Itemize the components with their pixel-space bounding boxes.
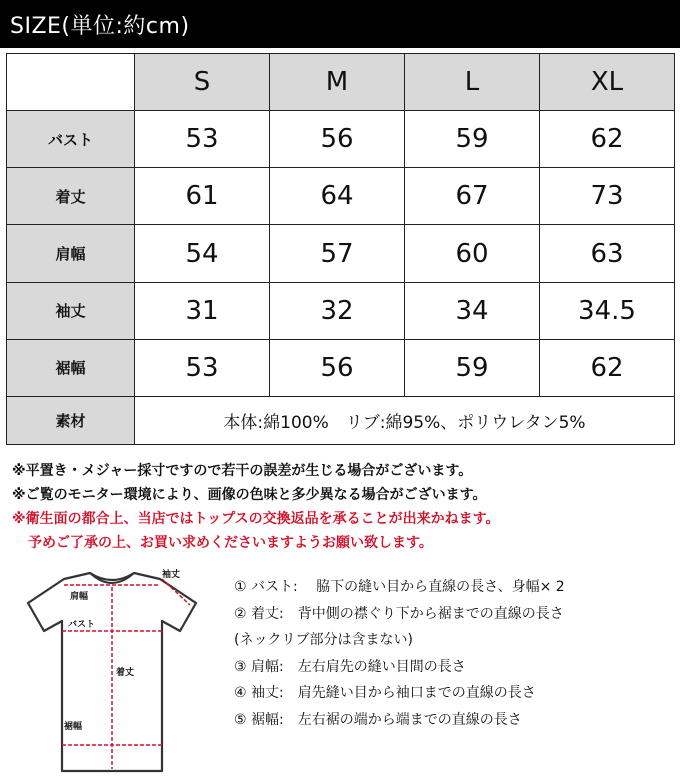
table-cell: 53 [135, 111, 270, 168]
table-row-bust [7, 111, 675, 168]
table-row-material [7, 397, 675, 445]
diagram-label-hem: 裾幅 [64, 722, 83, 732]
table-cell: 56 [270, 339, 405, 396]
page-title: SIZE(単位:約cm) [10, 14, 190, 39]
legend-shoulder: ③ 肩幅: 左右肩先の縫い目間の長さ [234, 658, 466, 675]
tshirt-diagram [12, 565, 212, 777]
table-cell: 64 [270, 168, 405, 225]
note-acknowledge: 予めご了承の上、お買い求めくださいますようお願い致します。 [28, 535, 433, 551]
size-table [6, 53, 675, 445]
table-cell: 59 [405, 111, 540, 168]
table-cell: 34.5 [540, 282, 675, 339]
table-cell: 60 [405, 225, 540, 282]
material-value: 本体:綿100% リブ:綿95%、ポリウレタン5% [135, 397, 675, 445]
size-header-row [7, 54, 675, 111]
diagram-label-bust: バスト [68, 620, 96, 630]
size-header-l: L [405, 54, 540, 111]
legend-hem: ⑤ 裾幅: 左右裾の端から端までの直線の長さ [234, 711, 522, 728]
size-header-xl: XL [540, 54, 675, 111]
table-cell: 62 [540, 111, 675, 168]
table-row-hem [7, 339, 675, 396]
table-cell: 73 [540, 168, 675, 225]
table-row-length [7, 168, 675, 225]
table-cell: 53 [135, 339, 270, 396]
table-row-shoulder [7, 225, 675, 282]
diagram-label-length: 着丈 [116, 668, 135, 678]
row-label-material: 素材 [7, 397, 135, 445]
table-cell: 31 [135, 282, 270, 339]
table-cell: 56 [270, 111, 405, 168]
diagram-label-sleeve: 袖丈 [162, 570, 181, 580]
legend-length-note: (ネックリブ部分は含まない) [234, 632, 413, 648]
table-cell: 62 [540, 339, 675, 396]
legend-bust: ① バスト: 脇下の縫い目から直線の長さ、身幅× 2 [234, 579, 565, 595]
row-label-shoulder: 肩幅 [7, 225, 135, 282]
table-cell: 61 [135, 168, 270, 225]
notes [12, 459, 672, 555]
diagram-label-shoulder: 肩幅 [70, 592, 89, 602]
table-cell: 34 [405, 282, 540, 339]
measurement-legend [234, 574, 565, 733]
row-label-length: 着丈 [7, 168, 135, 225]
note-monitor: ※ご覧のモニター環境により、画像の色味と多少異なる場合がございます。 [12, 487, 487, 503]
legend-sleeve: ④ 袖丈: 肩先縫い目から袖口までの直線の長さ [234, 685, 536, 701]
table-cell: 54 [135, 225, 270, 282]
size-header-s: S [135, 54, 270, 111]
title-bar [0, 0, 680, 48]
row-label-hem: 裾幅 [7, 339, 135, 396]
size-header-m: M [270, 54, 405, 111]
table-cell: 32 [270, 282, 405, 339]
table-cell: 59 [405, 339, 540, 396]
table-cell: 63 [540, 225, 675, 282]
table-corner-cell [7, 54, 135, 111]
row-label-bust: バスト [7, 111, 135, 168]
legend-length: ② 着丈: 背中側の襟ぐり下から裾までの直線の長さ [234, 605, 564, 622]
row-label-sleeve: 袖丈 [7, 282, 135, 339]
table-row-sleeve [7, 282, 675, 339]
note-return-policy: ※衛生面の都合上、当店ではトップスの交換返品を承ることが出来かねます。 [12, 511, 500, 527]
note-measurement: ※平置き・メジャー採寸ですので若干の誤差が生じる場合がございます。 [12, 463, 473, 479]
table-cell: 57 [270, 225, 405, 282]
table-cell: 67 [405, 168, 540, 225]
